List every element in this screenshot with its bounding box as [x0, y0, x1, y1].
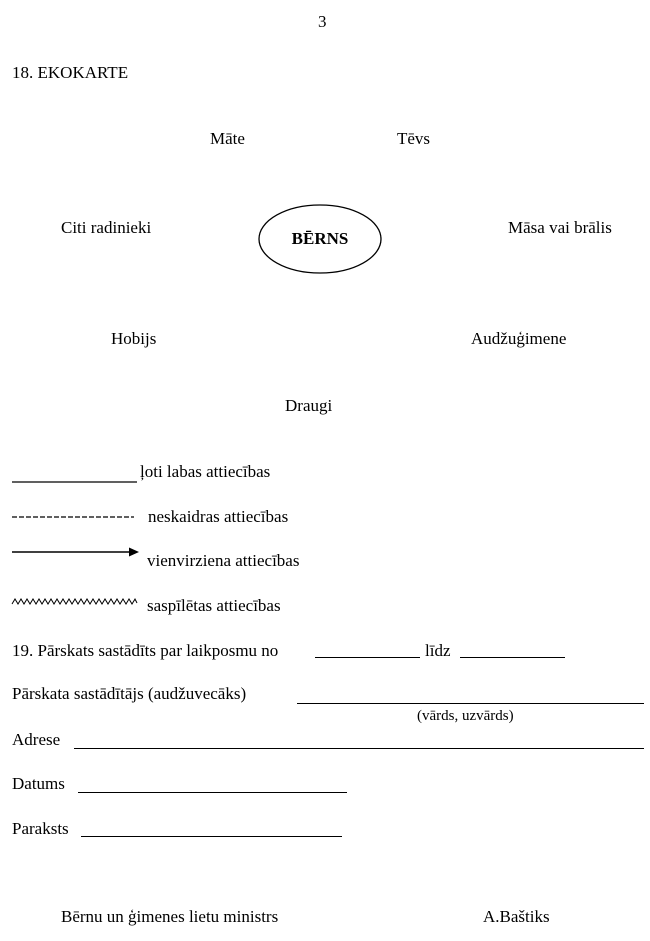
period-from-field[interactable]: [315, 657, 420, 658]
eco-map-sibling: Māsa vai brālis: [508, 218, 612, 237]
period-label: 19. Pārskats sastādīts par laikposmu no: [12, 641, 279, 660]
period-until-field[interactable]: [460, 657, 565, 658]
signature-field[interactable]: [81, 836, 342, 837]
eco-map-center: BĒRNS: [291, 229, 349, 248]
legend-very-good: ļoti labas attiecības: [140, 462, 271, 481]
signature-label: Paraksts: [12, 819, 69, 838]
section-18-title: 18. EKOKARTE: [12, 63, 129, 82]
eco-map-friends: Draugi: [285, 396, 333, 415]
minister-title: Bērnu un ģimenes lietu ministrs: [61, 907, 279, 926]
minister-name: A.Baštiks: [483, 907, 550, 926]
zigzag-line-icon: [12, 598, 138, 606]
address-label: Adrese: [12, 730, 61, 749]
eco-map-hobby: Hobijs: [111, 329, 157, 348]
date-label: Datums: [12, 774, 65, 793]
until-label: līdz: [425, 641, 451, 660]
legend-unclear: neskaidras attiecības: [148, 507, 289, 526]
solid-line-icon: [12, 476, 138, 484]
dashed-line-icon: [12, 514, 136, 520]
author-label: Pārskata sastādītājs (audžuvecāks): [12, 684, 247, 703]
arrow-line-icon: [12, 546, 140, 558]
eco-map-father: Tēvs: [397, 129, 431, 148]
eco-map-mother: Māte: [210, 129, 245, 148]
author-caption: (vārds, uzvārds): [417, 708, 514, 724]
address-field[interactable]: [74, 748, 644, 749]
eco-map-foster-family: Audžuģimene: [471, 329, 567, 348]
page-number: 3: [318, 12, 327, 31]
eco-map-relatives: Citi radinieki: [61, 218, 152, 237]
date-field[interactable]: [78, 792, 347, 793]
author-name-field[interactable]: [297, 703, 644, 704]
legend-tense: saspīlētas attiecības: [147, 596, 281, 615]
legend-one-way: vienvirziena attiecības: [147, 551, 300, 570]
